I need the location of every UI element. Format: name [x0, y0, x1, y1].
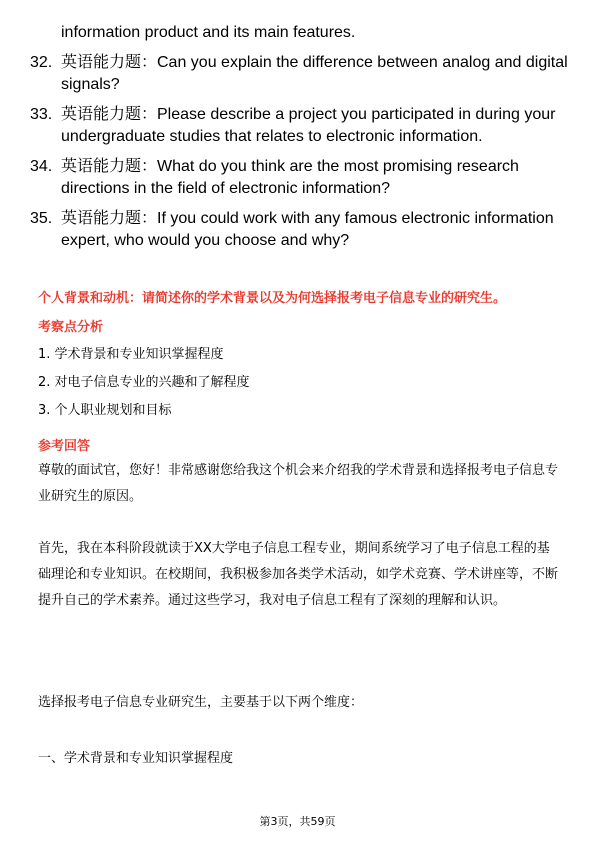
answer-paragraph-2: 首先，我在本科阶段就读于XX大学电子信息工程专业，期间系统学习了电子信息工程的基础理论和专业知识。在校期间，我积极参加各类学术活动，如学术竞赛、学术讲座等，不断提升自己的学术素养。通过这些学习，我对电子信息工程有了深刻的理解和认识。: [38, 541, 559, 608]
answer-heading: 参考回答: [38, 439, 91, 454]
analysis-point-1: 1. 学术背景和专业知识掌握程度: [38, 347, 224, 362]
analysis-point-2: 2. 对电子信息专业的兴趣和了解程度: [38, 375, 250, 390]
question-continuation: information product and its main features.: [61, 24, 356, 41]
question-number: 32.: [30, 54, 53, 71]
question-item-35: [30, 208, 570, 252]
question-item-32: [30, 52, 570, 96]
question-list: [30, 22, 570, 260]
question-number: 34.: [30, 158, 53, 175]
answer-paragraph-4: 一、学术背景和专业知识掌握程度: [38, 751, 234, 766]
question-number: 35.: [30, 210, 53, 227]
answer-paragraph-1: 尊敬的面试官，您好！非常感谢您给我这个机会来介绍我的学术背景和选择报考电子信息专业研究生的原因。: [38, 463, 559, 504]
question-text: 英语能力题：Can you explain the difference between analog and digital signals?: [61, 54, 568, 93]
question-number: 33.: [30, 106, 53, 123]
answer-paragraph-3: 选择报考电子信息专业研究生，主要基于以下两个维度：: [38, 695, 364, 710]
page-number: 第3页，共59页: [259, 815, 336, 828]
question-item-34: [30, 156, 570, 200]
question-text: 英语能力题：Please describe a project you participated in during your undergraduate studies that relates to electronic information.: [61, 106, 556, 145]
analysis-point-3: 3. 个人职业规划和目标: [38, 403, 172, 418]
section-heading: 个人背景和动机：请简述你的学术背景以及为何选择报考电子信息专业的研究生。: [38, 291, 507, 306]
question-text: 英语能力题：If you could work with any famous electronic information expert, who would you choose and why?: [61, 210, 554, 249]
question-item-33: [30, 104, 570, 148]
analysis-heading: 考察点分析: [38, 320, 104, 335]
question-text: 英语能力题：What do you think are the most promising research directions in the field of electronic information?: [61, 158, 519, 197]
